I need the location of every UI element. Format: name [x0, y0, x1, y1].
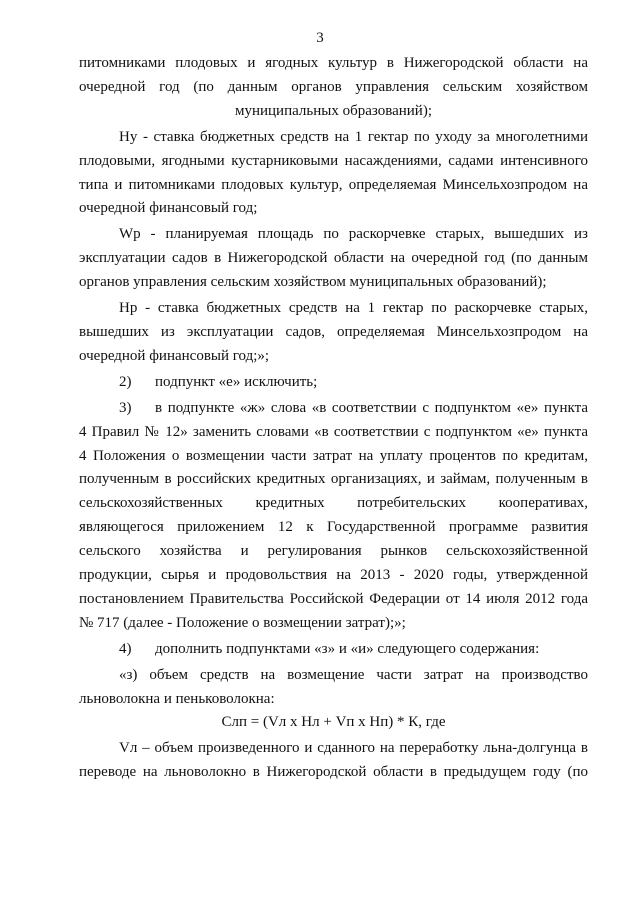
list-number: 2) [119, 373, 132, 390]
paragraph-vl-definition [79, 737, 588, 785]
text-line: дополнить подпунктами «з» и «и» следующего содержания: [155, 640, 540, 657]
list-number: 3) [119, 399, 132, 416]
paragraph-nu-definition [79, 126, 588, 222]
text-line: постановлением Правительства Российской Федерации от 14 июля 2012 года [79, 590, 588, 607]
text-line: сельскохозяйственных кредитных потребительских кооперативах, [79, 495, 588, 512]
text-line: 4 Положения о возмещении части затрат на уплату процентов по кредитам, [79, 447, 588, 464]
text-line: питомниками плодовых и ягодных культур в Нижегородской области на [79, 55, 588, 71]
text-line: в подпункте «ж» слова «в соответствии с подпунктом «е» пункта [155, 399, 588, 416]
text-line: типа и питомниками плодовых культур, определяемая Минсельхозпродом на [79, 176, 588, 193]
text-line: Vл – объем произведенного и сданного на переработку льна-долгунца в [119, 740, 588, 757]
text-line: Wр - планируемая площадь по раскорчевке старых, вышедших из [119, 226, 588, 243]
text-line: полученным в российских кредитных организациях, и займам, полученным в [79, 471, 588, 488]
text-line: 4 Правил № 12» заменить словами «в соответствии с подпунктом «е» пункта [79, 423, 588, 440]
list-item-3 [79, 397, 588, 636]
text-line: переводе на льноволокно в Нижегородской области в предыдущем году (по [79, 764, 588, 781]
text-line: № 717 (далее - Положение о возмещении затрат);»; [79, 614, 406, 631]
text-line: Ну - ставка бюджетных средств на 1 гектар по уходу за многолетними [119, 128, 588, 145]
paragraph-nr-definition [79, 297, 588, 369]
text-line: очередной год (по данным органов управления сельским хозяйством [79, 78, 588, 95]
text-line: Нр - ставка бюджетных средств на 1 гектар по раскорчевке старых, [119, 300, 588, 317]
list-item-2 [79, 371, 588, 395]
text-line: «з) объем средств на возмещение части затрат на производство [119, 666, 588, 683]
paragraph-subpoint-z [79, 664, 588, 712]
text-line: льноволокна и пеньковолокна: [79, 690, 275, 707]
text-line: плодовыми, ягодными кустарниковыми насаждениями, садами интенсивного [79, 152, 588, 169]
text-line: являющегося приложением 12 к Государственной программе развития [79, 519, 588, 536]
paragraph-nurseries-continuation [79, 52, 588, 124]
list-number: 4) [119, 640, 132, 657]
text-line: вышедших из эксплуатации садов, определяемая Минсельхозпродом на [79, 323, 588, 340]
text-line: продукции, сырья и продовольствия на 2013 - 2020 годы, утвержденной [79, 567, 588, 584]
text-line: очередной финансовый год; [79, 200, 258, 217]
text-line: муниципальных образований); [234, 102, 432, 119]
page-number: 3 [316, 30, 324, 46]
text-line: подпункт «е» исключить; [155, 373, 318, 390]
list-item-4 [79, 638, 588, 662]
text-line: эксплуатации садов в Нижегородской области на очередной год (по данным [79, 250, 588, 267]
formula [79, 711, 588, 735]
text-line: очередной финансовый год;»; [79, 347, 270, 364]
formula-line: Слп = (Vл х Нл + Vп х Нп) * К, где [221, 714, 446, 731]
text-line: органов управления сельским хозяйством муниципальных образований); [79, 274, 547, 291]
text-line: сельского хозяйства и регулирования рынков сельскохозяйственной [79, 543, 588, 560]
paragraph-wr-definition [79, 223, 588, 295]
document-body [79, 52, 588, 785]
